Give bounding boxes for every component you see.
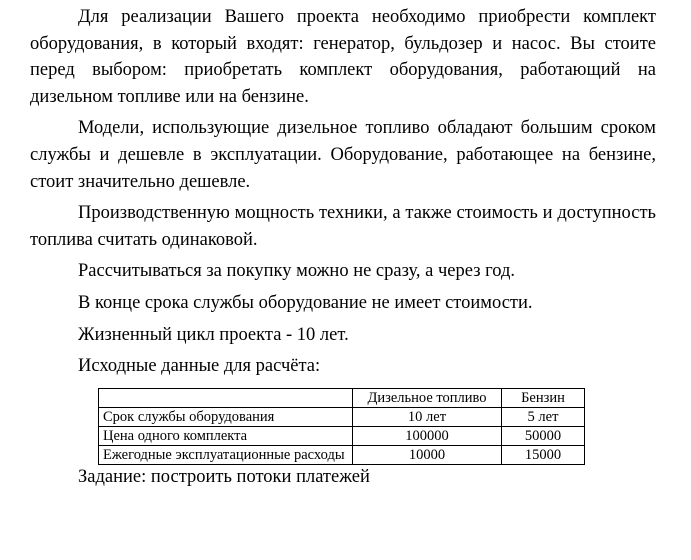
- table-cell: 15000: [502, 445, 585, 464]
- table-header-cell: [99, 388, 353, 407]
- line-residual-value: В конце срока службы оборудование не имеет стоимости.: [78, 292, 533, 313]
- table-row: [99, 445, 585, 464]
- table-cell: Ежегодные эксплуатационные расходы: [99, 445, 353, 464]
- paragraph-diesel-vs-petrol: Модели, использующие дизельное топливо обладают большим сроком службы и дешевле в эксплуатации. Оборудование, работающее на бензине, стоит значительно дешевле.: [30, 118, 656, 192]
- paragraph-equal-capacity: Производственную мощность техники, а также стоимость и доступность топлива считать одинаковой.: [30, 203, 656, 250]
- table-header-cell: Дизельное топливо: [353, 388, 502, 407]
- paragraph-project-equipment: Для реализации Вашего проекта необходимо приобрести комплект оборудования, в который входят: генератор, бульдозер и насос. Вы стоите перед выбором: приобретать комплект оборудования, работающий на дизельном топливе или на бензине.: [30, 7, 656, 107]
- table-row: [99, 426, 585, 445]
- input-data-table: [98, 388, 585, 465]
- table-header-cell: Бензин: [502, 388, 585, 407]
- line-project-lifecycle: Жизненный цикл проекта - 10 лет.: [78, 324, 349, 345]
- table-row: [99, 407, 585, 426]
- table-cell: Срок службы оборудования: [99, 407, 353, 426]
- document-page: [30, 4, 656, 489]
- line-input-data-heading: Исходные данные для расчёта:: [78, 356, 321, 377]
- table-cell: 100000: [353, 426, 502, 445]
- table-cell: 5 лет: [502, 407, 585, 426]
- task-statement: Задание: построить потоки платежей: [78, 466, 370, 487]
- table-cell: 10000: [353, 445, 502, 464]
- table-cell: Цена одного комплекта: [99, 426, 353, 445]
- table-header-row: [99, 388, 585, 407]
- table-cell: 10 лет: [353, 407, 502, 426]
- table-cell: 50000: [502, 426, 585, 445]
- line-payment-terms: Рассчитываться за покупку можно не сразу, а через год.: [78, 261, 516, 282]
